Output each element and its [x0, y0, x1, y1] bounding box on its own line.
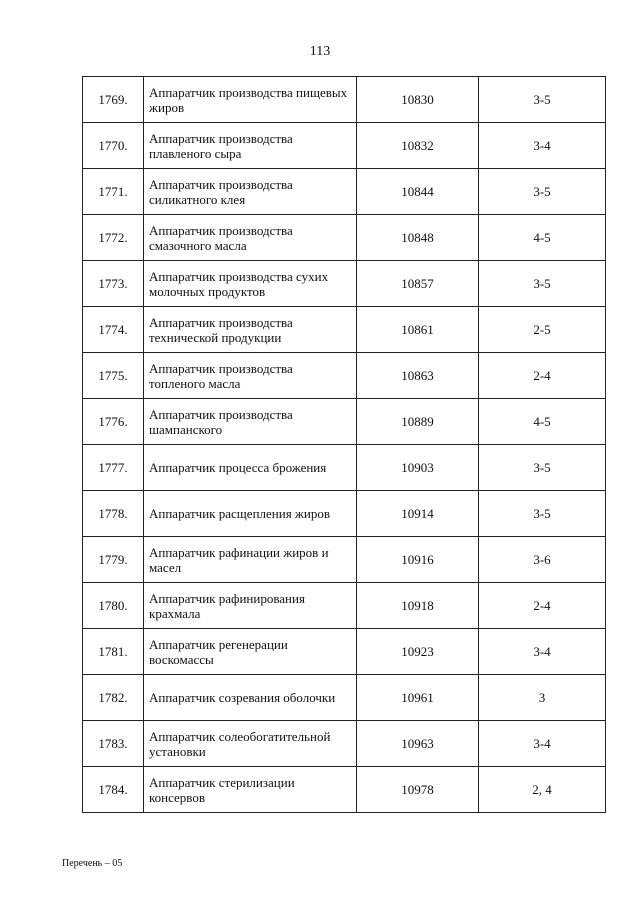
page-number: 113: [309, 44, 331, 59]
profession-code: 10903: [357, 445, 479, 491]
profession-code: 10832: [357, 123, 479, 169]
row-number: 1779.: [83, 537, 144, 583]
grade-range: 3-5: [479, 169, 606, 215]
profession-code: 10857: [357, 261, 479, 307]
profession-code: 10916: [357, 537, 479, 583]
profession-title: Аппаратчик производства технической продукции: [144, 307, 357, 353]
profession-title: Аппаратчик процесса брожения: [144, 445, 357, 491]
row-number: 1772.: [83, 215, 144, 261]
profession-code: 10844: [357, 169, 479, 215]
row-number: 1778.: [83, 491, 144, 537]
table-row: [83, 583, 606, 629]
profession-title: Аппаратчик расщепления жиров: [144, 491, 357, 537]
profession-title: Аппаратчик производства плавленого сыра: [144, 123, 357, 169]
table-row: [83, 77, 606, 123]
grade-range: 3-4: [479, 721, 606, 767]
row-number: 1776.: [83, 399, 144, 445]
table-row: [83, 261, 606, 307]
grade-range: 2-5: [479, 307, 606, 353]
profession-code: 10861: [357, 307, 479, 353]
profession-title: Аппаратчик регенерации воскомассы: [144, 629, 357, 675]
grade-range: 3-5: [479, 261, 606, 307]
table-row: [83, 675, 606, 721]
profession-title: Аппаратчик производства пищевых жиров: [144, 77, 357, 123]
table-row: [83, 445, 606, 491]
grade-range: 3-4: [479, 629, 606, 675]
row-number: 1781.: [83, 629, 144, 675]
profession-code: 10923: [357, 629, 479, 675]
row-number: 1777.: [83, 445, 144, 491]
row-number: 1774.: [83, 307, 144, 353]
row-number: 1782.: [83, 675, 144, 721]
grade-range: 3-5: [479, 445, 606, 491]
grade-range: 3-5: [479, 491, 606, 537]
grade-range: 2, 4: [479, 767, 606, 813]
profession-table: [82, 76, 606, 813]
grade-range: 4-5: [479, 399, 606, 445]
profession-code: 10963: [357, 721, 479, 767]
row-number: 1769.: [83, 77, 144, 123]
profession-title: Аппаратчик производства силикатного клея: [144, 169, 357, 215]
table-row: [83, 537, 606, 583]
profession-title: Аппаратчик стерилизации консервов: [144, 767, 357, 813]
profession-title: Аппаратчик производства смазочного масла: [144, 215, 357, 261]
profession-title: Аппаратчик рафинирования крахмала: [144, 583, 357, 629]
profession-code: 10961: [357, 675, 479, 721]
row-number: 1783.: [83, 721, 144, 767]
table-row: [83, 629, 606, 675]
profession-code: 10914: [357, 491, 479, 537]
profession-code: 10830: [357, 77, 479, 123]
grade-range: 3: [479, 675, 606, 721]
footer-note: Перечень – 05: [62, 858, 123, 869]
grade-range: 4-5: [479, 215, 606, 261]
grade-range: 3-5: [479, 77, 606, 123]
row-number: 1775.: [83, 353, 144, 399]
grade-range: 3-4: [479, 123, 606, 169]
table-row: [83, 353, 606, 399]
profession-code: 10863: [357, 353, 479, 399]
grade-range: 3-6: [479, 537, 606, 583]
row-number: 1773.: [83, 261, 144, 307]
table-row: [83, 491, 606, 537]
profession-title: Аппаратчик производства сухих молочных продуктов: [144, 261, 357, 307]
table-row: [83, 399, 606, 445]
row-number: 1770.: [83, 123, 144, 169]
row-number: 1780.: [83, 583, 144, 629]
table-row: [83, 123, 606, 169]
table-body: [83, 77, 606, 813]
profession-code: 10978: [357, 767, 479, 813]
profession-title: Аппаратчик созревания оболочки: [144, 675, 357, 721]
profession-code: 10848: [357, 215, 479, 261]
table-row: [83, 169, 606, 215]
profession-code: 10889: [357, 399, 479, 445]
profession-title: Аппаратчик солеобогатительной установки: [144, 721, 357, 767]
row-number: 1784.: [83, 767, 144, 813]
table-row: [83, 767, 606, 813]
profession-code: 10918: [357, 583, 479, 629]
row-number: 1771.: [83, 169, 144, 215]
grade-range: 2-4: [479, 583, 606, 629]
profession-title: Аппаратчик производства шампанского: [144, 399, 357, 445]
table-row: [83, 215, 606, 261]
table-row: [83, 721, 606, 767]
profession-title: Аппаратчик производства топленого масла: [144, 353, 357, 399]
grade-range: 2-4: [479, 353, 606, 399]
profession-title: Аппаратчик рафинации жиров и масел: [144, 537, 357, 583]
table-row: [83, 307, 606, 353]
